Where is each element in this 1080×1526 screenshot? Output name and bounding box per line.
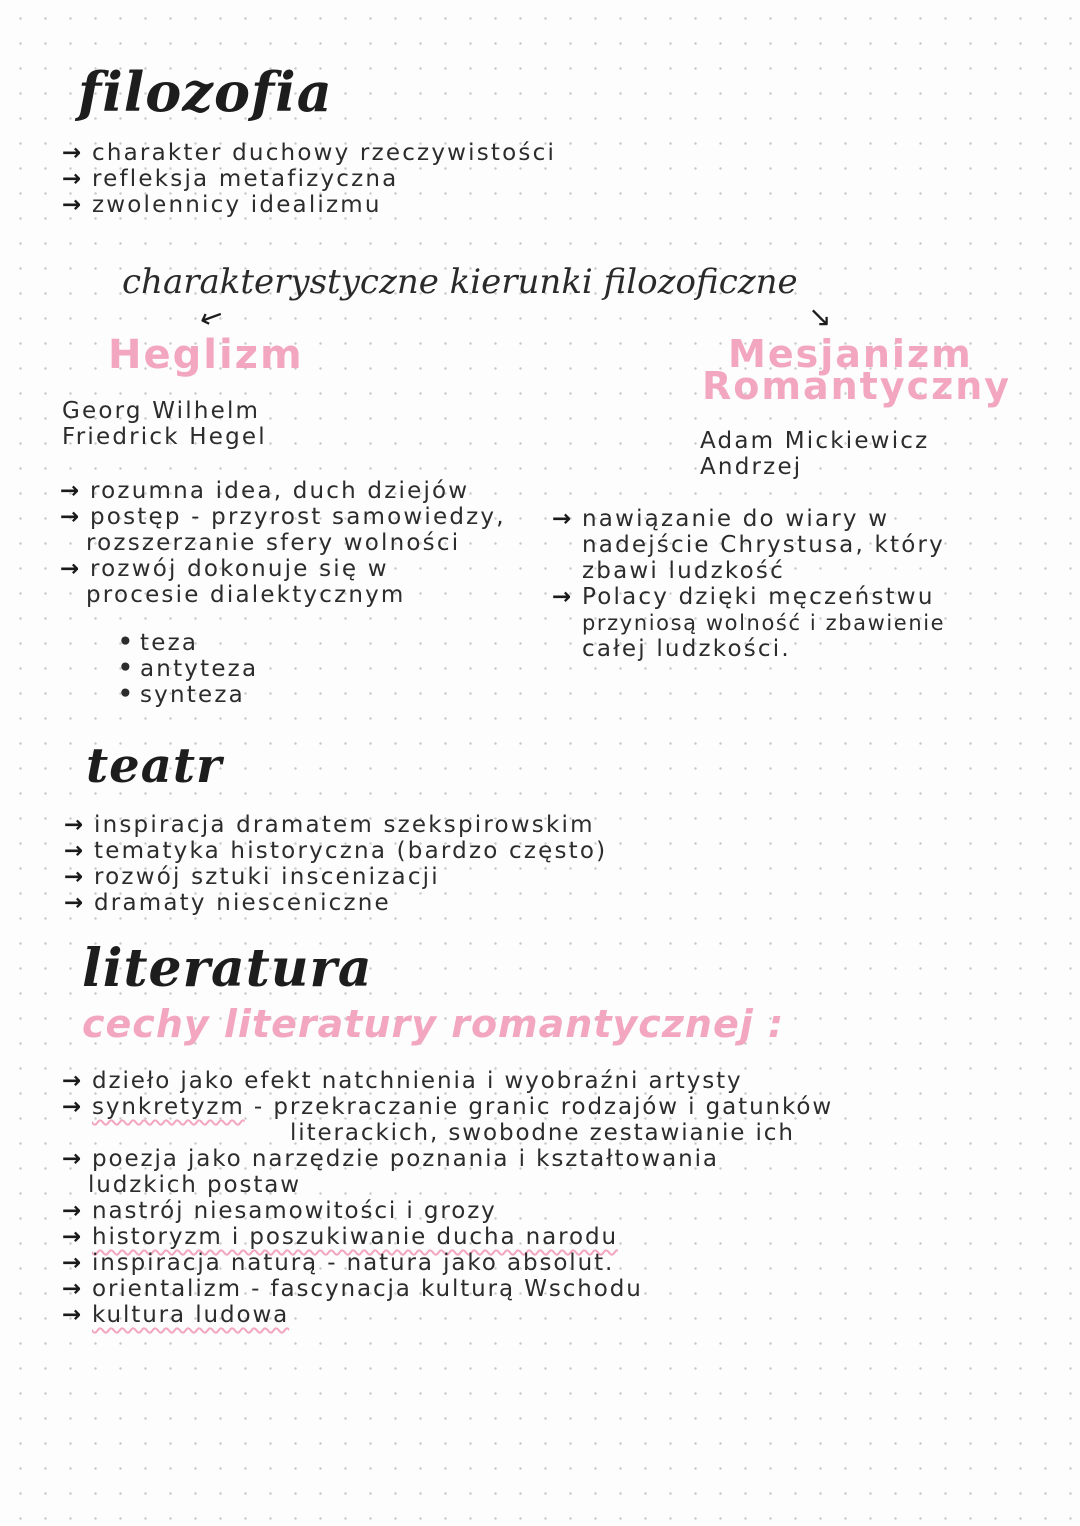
list-item-text: nastrój niesamowitości i grozy — [92, 1198, 497, 1224]
list-item-text: procesie dialektycznym — [86, 582, 406, 608]
author-line: Georg Wilhelm — [62, 398, 261, 424]
section-title-teatr: teatr — [86, 738, 223, 794]
mesjanizm-title-line1: Mesjanizm — [728, 332, 973, 376]
term-synkretyzm: synkretyzm — [92, 1094, 245, 1120]
subheading-kierunki: charakterystyczne kierunki filozoficzne — [122, 262, 798, 302]
mesjanizm-bullet-list — [552, 506, 945, 662]
list-item-text: całej ludzkości. — [582, 636, 791, 662]
list-item-text: → rozwój dokonuje się w — [90, 556, 389, 582]
list-item: • antyteza — [118, 656, 258, 682]
list-item: • synteza — [118, 682, 258, 708]
list-item-text: rozszerzanie sfery wolności — [86, 530, 461, 556]
author-line: Friedrick Hegel — [62, 424, 267, 450]
heglizm-bullet-list — [60, 478, 506, 608]
list-item-text: dzieło jako efekt natchnienia i wyobraźni artysty — [92, 1068, 743, 1094]
literatura-subheading: cechy literatury romantycznej : — [82, 1002, 785, 1046]
dialektyka-dot-list — [118, 630, 258, 708]
mickiewicz-author — [700, 428, 929, 480]
author-line: Adam Mickiewicz — [700, 428, 930, 454]
list-item-text: nadejście Chrystusa, który — [582, 532, 945, 558]
list-item — [62, 1094, 833, 1146]
teatr-bullet-list — [64, 812, 607, 916]
list-item-text: → nawiązanie do wiary w — [582, 506, 890, 532]
list-item-text: orientalizm - fascynacja kulturą Wschodu — [92, 1276, 643, 1302]
heglizm-title: Heglizm — [108, 332, 304, 378]
list-item — [60, 504, 506, 556]
list-item-text: rozumna idea, duch dziejów — [90, 478, 470, 504]
list-item — [62, 1198, 833, 1224]
list-item-text: kultura ludowa — [92, 1302, 290, 1328]
list-item — [60, 556, 506, 608]
list-item-text: → poezja jako narzędzie poznania i kształtowania — [92, 1146, 719, 1172]
list-item — [62, 1276, 833, 1302]
list-item — [62, 1146, 833, 1198]
filozofia-bullet-list — [62, 140, 556, 218]
list-item: → inspiracja dramatem szekspirowskim — [64, 812, 607, 838]
author-line: Andrzej — [700, 454, 803, 480]
list-item-text: - przekraczanie granic rodzajów i gatunków — [244, 1094, 834, 1120]
list-item: → zwolennicy idealizmu — [62, 192, 556, 218]
list-item — [60, 478, 506, 504]
list-item-text: historyzm i poszukiwanie ducha narodu — [92, 1224, 618, 1250]
list-item — [62, 1302, 833, 1328]
mesjanizm-title-line2: Romantyczny — [702, 364, 1012, 408]
list-item — [62, 1250, 833, 1276]
hegel-author — [62, 398, 267, 450]
list-item: → rozwój sztuki inscenizacji — [64, 864, 607, 890]
list-item — [62, 1068, 833, 1094]
arrow-down-left-icon: ↙ — [194, 296, 230, 337]
list-item — [62, 1224, 833, 1250]
literatura-bullet-list — [62, 1068, 833, 1328]
list-item-text: zbawi ludzkość — [582, 558, 785, 584]
list-item: → refleksja metafizyczna — [62, 166, 556, 192]
list-item — [552, 584, 945, 662]
list-item-text: literackich, swobodne zestawianie ich — [290, 1120, 795, 1146]
list-item-text: inspiracja naturą - natura jako absolut. — [92, 1250, 615, 1276]
list-item-text: ludzkich postaw — [88, 1172, 301, 1198]
section-title-literatura: literatura — [82, 938, 373, 999]
list-item: → tematyka historyczna (bardzo często) — [64, 838, 607, 864]
list-item-text: → Polacy dzięki męczeństwu — [582, 584, 935, 610]
list-item — [552, 506, 945, 584]
list-item: → dramaty niesceniczne — [64, 890, 607, 916]
list-item-text: → postęp - przyrost samowiedzy, — [90, 504, 506, 530]
arrow-down-right-icon: ↘ — [808, 300, 832, 333]
list-item-text: przyniosą wolność i zbawienie — [582, 611, 946, 635]
list-item: • teza — [118, 630, 258, 656]
list-item: → charakter duchowy rzeczywistości — [62, 140, 556, 166]
section-title-filozofia: filozofia — [78, 60, 333, 124]
